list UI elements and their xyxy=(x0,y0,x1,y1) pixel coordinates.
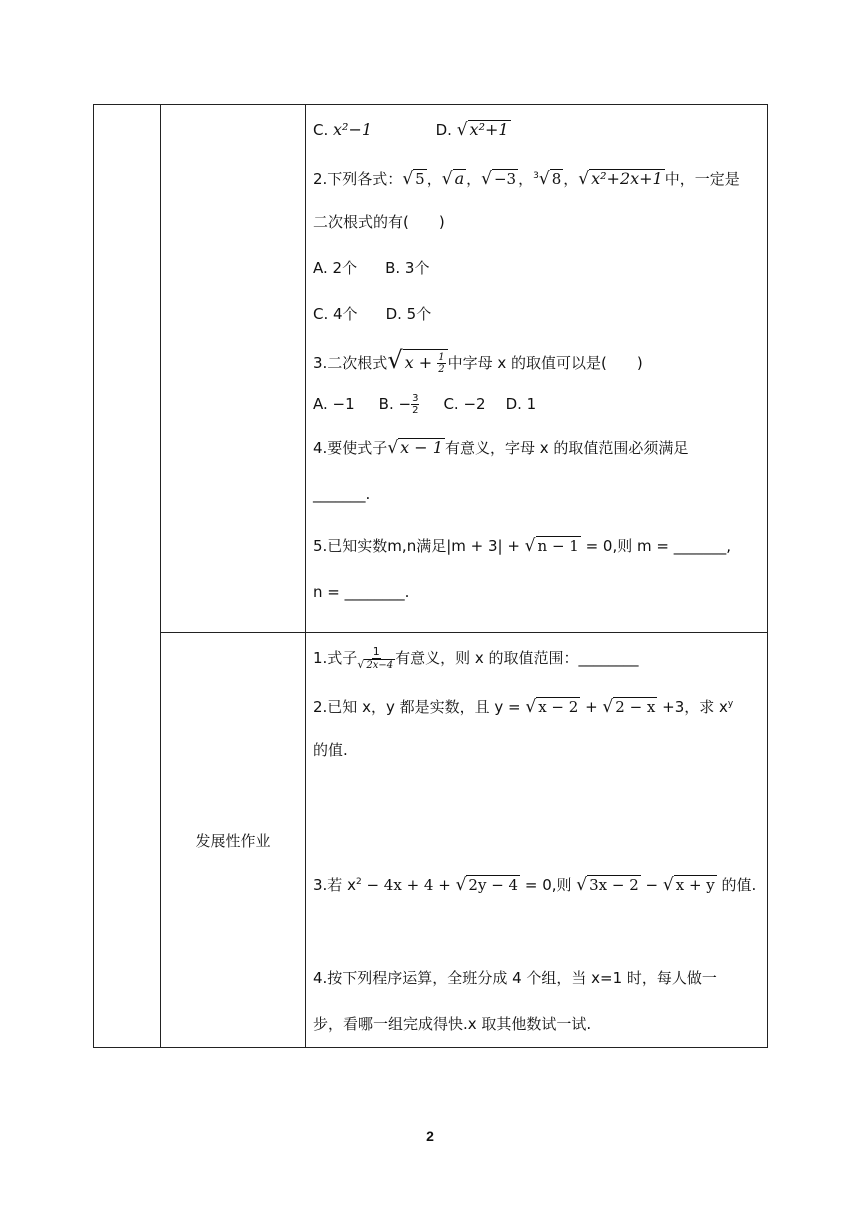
page-number: 2 xyxy=(426,1128,434,1144)
dev-q1-line: 1.式子 $\frac{1}{√ 2x-4}$ 有意义，则 x 的取值范围：________ xyxy=(313,645,639,671)
dev-q4-line2: 步，看哪一组完成得快.x 取其他数试一试. xyxy=(313,1015,592,1033)
option-d-expression: x²+1 xyxy=(469,120,509,139)
q2-options-cd: C. 4个 D. 5个 xyxy=(313,305,432,323)
q2-options-ab: A. 2个 B. 3个 xyxy=(313,259,430,277)
dev-q4-line1: 4.按下列程序运算，全班分成 4 个组，当 x=1 时，每人做一 xyxy=(313,969,717,987)
category-label: 发展性作业 xyxy=(195,831,271,850)
category-cell-empty xyxy=(161,105,306,633)
q3-options: A. −1 B. − $\frac{3}{2}$ C. −2 D. 1 xyxy=(313,393,537,416)
dev-q2-line1: 2.已知 x，y 都是实数，且 y = √ x − 2 + √ 2 − x +3，求 $x^y$ xyxy=(313,697,734,717)
q2-line2: 二次根式的有( ) xyxy=(313,213,445,231)
q2-line1: 2.下列各式：√ 5 ，√ a ，√ −3 ，$^3$√ 8 ，√ x²+2x+1 中，一定是 xyxy=(313,169,740,189)
q1-options-line: C. x²−1 D. √ x²+1 xyxy=(313,120,509,140)
homework-table xyxy=(93,104,768,1048)
category-cell-development xyxy=(161,633,306,1048)
option-c-expression: x²−1 xyxy=(333,120,373,139)
left-column-cell xyxy=(94,105,161,1048)
dev-q3-line: 3.若 $x^2 - 4x + 4$ + √ 2y − 4 = 0,则 √ 3x − 2 − √ x + y 的值. xyxy=(313,875,757,895)
q4-line1: 4.要使式子√ x − 1 有意义，字母 x 的取值范围必须满足 xyxy=(313,438,689,458)
questions-cell-development xyxy=(306,633,768,1048)
dev-q2-line2: 的值. xyxy=(313,741,348,759)
questions-cell-top xyxy=(306,105,768,633)
q5-line1: 5.已知实数m,n满足|m + 3| + √ n − 1 = 0,则 m = _______, xyxy=(313,536,731,556)
q5-line2: n = ________. xyxy=(313,583,410,601)
answer-space-2 xyxy=(313,905,759,955)
answer-space-1 xyxy=(313,773,759,859)
q4-line2: _______. xyxy=(313,485,371,503)
q3-line: 3.二次根式√ x + $\frac{1}{2}$ 中字母 x 的取值可以是( ) xyxy=(313,346,643,375)
